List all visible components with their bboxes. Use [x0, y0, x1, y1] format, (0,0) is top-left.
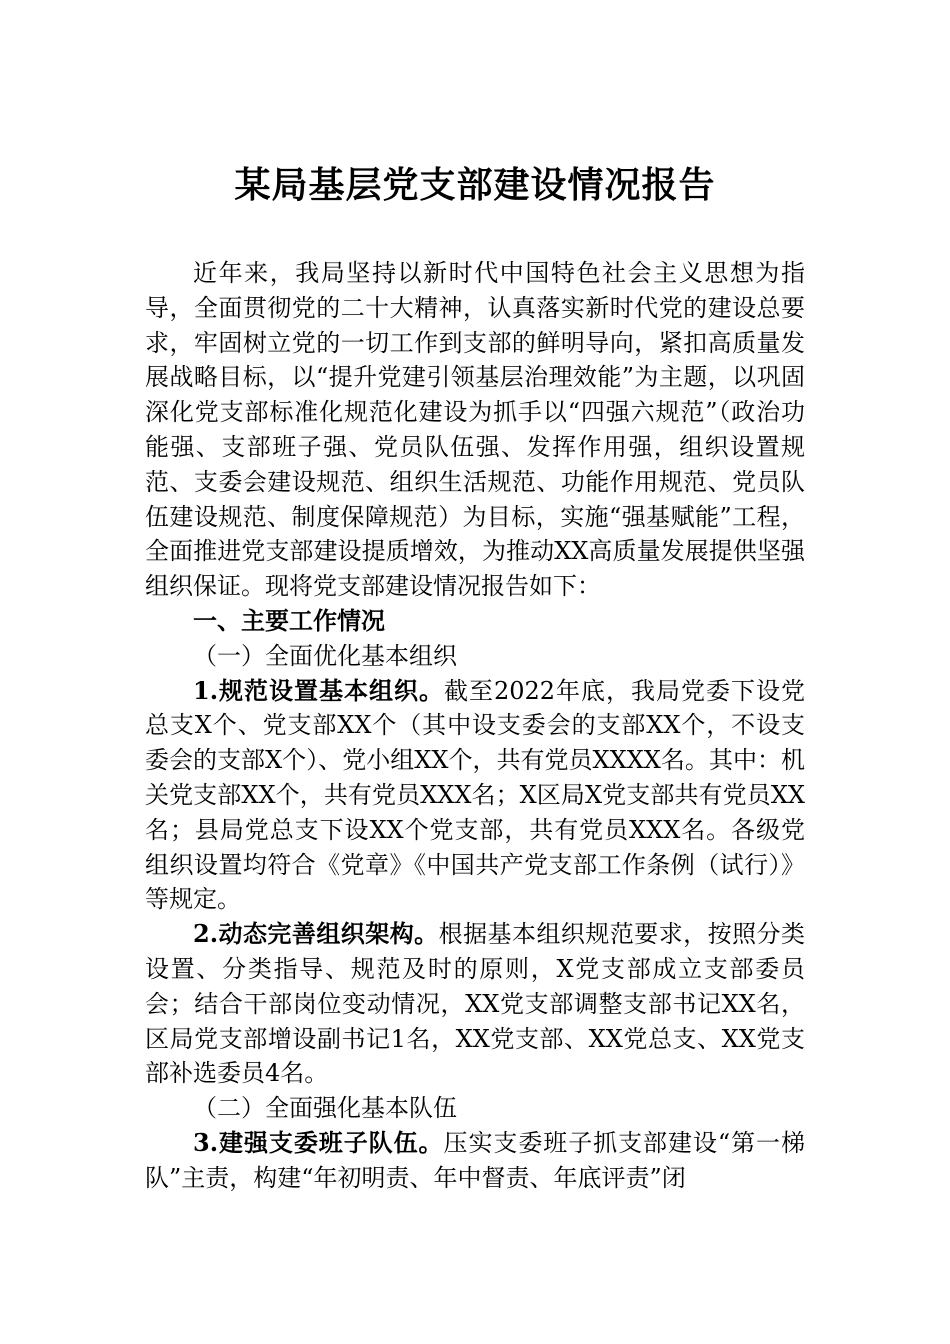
item-3-lead: 3.建强支委班子队伍。 — [193, 1127, 444, 1157]
item-1-lead: 1.规范设置基本组织。 — [193, 675, 444, 705]
item-3-text: 压实支委班子抓支部建设“第一梯队”主责，构建“年初明责、年中督责、年底评责”闭 — [145, 1128, 805, 1192]
item-2-lead: 2.动态完善组织架构。 — [193, 919, 439, 949]
item-paragraph-3 — [145, 1126, 805, 1196]
section-heading-main-work: 一、主要工作情况 — [193, 605, 385, 635]
item-paragraph-2 — [145, 917, 805, 1091]
document-title: 某局基层党支部建设情况报告 — [234, 164, 716, 206]
item-2-text: 根据基本组织规范要求，按照分类设置、分类指导、规范及时的原则，X党支部成立支部委员会；结合干部岗位变动情况，XX党支部调整支部书记XX名，区局党支部增设副书记1名，XX党支部、XX党总支、XX党支部补选委员4名。 — [145, 920, 806, 1088]
intro-paragraph: 近年来，我局坚持以新时代中国特色社会主义思想为指导，全面贯彻党的二十大精神，认真落实新时代党的建设总要求，牢固树立党的一切工作到支部的鲜明导向，紧扣高质量发展战略目标，以“提升党建引领基层治理效能”为主题，以巩固深化党支部标准化规范化建设为抓手以“四强六规范”（政治功能强、支部班子强、党员队伍强、发挥作用强，组织设置规范、支委会建设规范、组织生活规范、功能作用规范、党员队伍建设规范、制度保障规范）为目标，实施“强基赋能”工程，全面推进党支部建设提质增效，为推动XX高质量发展提供坚强组织保证。现将党支部建设情况报告如下： — [145, 259, 805, 601]
document-body — [145, 256, 805, 1196]
subsection-heading-organization: （一）全面优化基本组织 — [193, 641, 457, 670]
subsection-heading-team: （二）全面强化基本队伍 — [193, 1094, 457, 1123]
item-1-text: 截至2022年底，我局党委下设党总支X个、党支部XX个（其中设支委会的支部XX个，不设支委会的支部X个）、党小组XX个，共有党员XXXX名。其中：机关党支部XX个，共有党员XXX名；X区局X党支部共有党员XX名；县局党总支下设XX个党支部，共有党员XXX名。各级党组织设置均符合《党章》《中国共产党支部工作条例（试行）》等规定。 — [145, 676, 806, 914]
item-paragraph-1 — [145, 674, 805, 918]
